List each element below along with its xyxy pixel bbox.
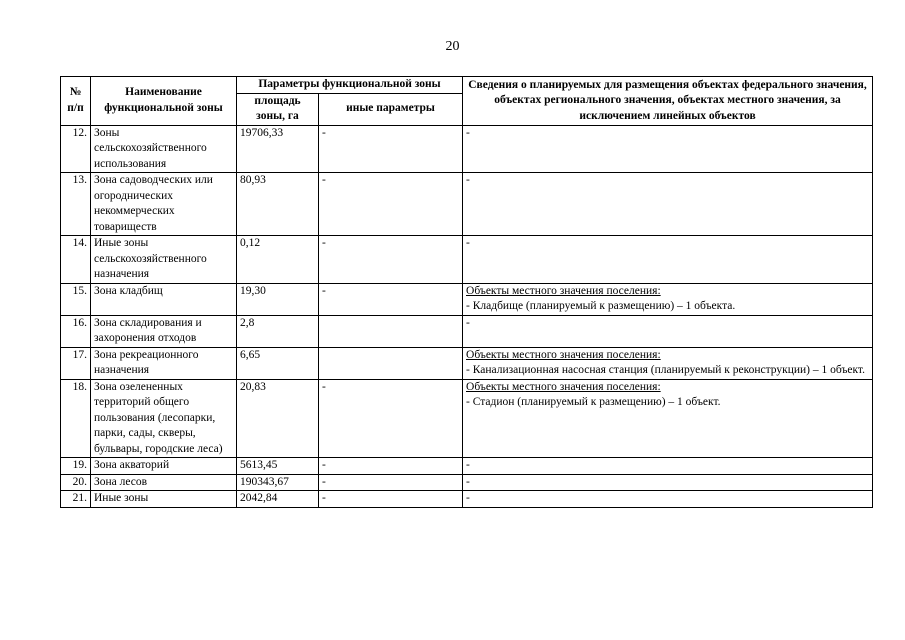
row-number: 17. bbox=[61, 347, 91, 379]
zone-other-params: - bbox=[319, 236, 463, 284]
zone-planned-objects bbox=[463, 474, 873, 491]
header-num: № п/п bbox=[61, 77, 91, 126]
zone-name: Зона садоводческих или огороднических некоммерческих товариществ bbox=[91, 173, 237, 236]
header-params: Параметры функциональной зоны bbox=[237, 77, 463, 94]
planned-object-item: - bbox=[466, 459, 470, 471]
zone-area: 80,93 bbox=[237, 173, 319, 236]
zone-area: 2,8 bbox=[237, 315, 319, 347]
table-row bbox=[61, 458, 873, 475]
zone-name: Иные зоны сельскохозяйственного назначения bbox=[91, 236, 237, 284]
table-body bbox=[61, 125, 873, 507]
table-row bbox=[61, 347, 873, 379]
zone-other-params: - bbox=[319, 458, 463, 475]
zone-name: Зона рекреационного назначения bbox=[91, 347, 237, 379]
zone-other-params: - bbox=[319, 173, 463, 236]
header-other: иные параметры bbox=[319, 93, 463, 125]
row-number: 18. bbox=[61, 379, 91, 458]
header-info: Сведения о планируемых для размещения объектах федерального значения, объектах регионального значения, объектах местного значения, за исключением линейных объектов bbox=[463, 77, 873, 126]
page-number: 20 bbox=[445, 39, 460, 54]
zone-area: 5613,45 bbox=[237, 458, 319, 475]
planned-object-item: - bbox=[466, 316, 470, 329]
zone-area: 2042,84 bbox=[237, 491, 319, 508]
row-number: 14. bbox=[61, 236, 91, 284]
row-number: 21. bbox=[61, 491, 91, 508]
table-row bbox=[61, 283, 873, 315]
zone-area: 19706,33 bbox=[237, 125, 319, 173]
zone-area: 19,30 bbox=[237, 283, 319, 315]
zone-name: Зона акваторий bbox=[91, 458, 237, 475]
zone-name: Зона озелененных территорий общего пользования (лесопарки, парки, сады, скверы, бульвары, городские леса) bbox=[91, 379, 237, 458]
planned-object-item: - bbox=[466, 492, 470, 504]
zone-other-params: - bbox=[319, 474, 463, 491]
zone-other-params: - bbox=[319, 125, 463, 173]
header-name: Наименование функциональной зоны bbox=[91, 77, 237, 126]
zone-planned-objects bbox=[463, 173, 873, 236]
zone-planned-objects bbox=[463, 315, 873, 347]
table-row bbox=[61, 173, 873, 236]
zone-planned-objects bbox=[463, 283, 873, 315]
zone-name: Зона складирования и захоронения отходов bbox=[91, 315, 237, 347]
table-row bbox=[61, 379, 873, 458]
zone-other-params bbox=[319, 347, 463, 379]
table-row bbox=[61, 474, 873, 491]
zone-planned-objects bbox=[463, 236, 873, 284]
zone-planned-objects bbox=[463, 379, 873, 458]
header-area: площадь зоны, га bbox=[237, 93, 319, 125]
zone-name: Зона кладбищ bbox=[91, 283, 237, 315]
functional-zones-table bbox=[60, 76, 873, 508]
table-header-row bbox=[61, 77, 873, 94]
row-number: 16. bbox=[61, 315, 91, 347]
zone-area: 0,12 bbox=[237, 236, 319, 284]
planned-object-item: - Кладбище (планируемый к размещению) – 1 объекта. bbox=[466, 300, 736, 312]
row-number: 13. bbox=[61, 173, 91, 236]
zone-planned-objects bbox=[463, 347, 873, 379]
planned-object-item: - bbox=[466, 174, 470, 186]
zone-area: 6,65 bbox=[237, 347, 319, 379]
zone-name: Зона лесов bbox=[91, 474, 237, 491]
planned-object-item: - Стадион (планируемый к размещению) – 1 объект. bbox=[466, 396, 721, 408]
zone-other-params: - bbox=[319, 283, 463, 315]
row-number: 15. bbox=[61, 283, 91, 315]
zone-other-params: - bbox=[319, 379, 463, 458]
zone-name: Иные зоны bbox=[91, 491, 237, 508]
table-row bbox=[61, 491, 873, 508]
table-row bbox=[61, 236, 873, 284]
row-number: 12. bbox=[61, 125, 91, 173]
planned-objects-title: Объекты местного значения поселения: bbox=[466, 284, 661, 297]
zone-planned-objects bbox=[463, 125, 873, 173]
zone-other-params bbox=[319, 315, 463, 347]
zone-planned-objects bbox=[463, 491, 873, 508]
planned-object-item: - bbox=[466, 475, 470, 488]
planned-object-item: - bbox=[466, 126, 470, 139]
zone-area: 20,83 bbox=[237, 379, 319, 458]
zone-planned-objects bbox=[463, 458, 873, 475]
row-number: 19. bbox=[61, 458, 91, 475]
row-number: 20. bbox=[61, 474, 91, 491]
table-row bbox=[61, 315, 873, 347]
planned-object-item: - bbox=[466, 237, 470, 249]
zone-area: 190343,67 bbox=[237, 474, 319, 491]
planned-objects-title: Объекты местного значения поселения: bbox=[466, 348, 661, 361]
table-row bbox=[61, 125, 873, 173]
planned-objects-title: Объекты местного значения поселения: bbox=[466, 380, 661, 393]
planned-object-item: - Канализационная насосная станция (планируемый к реконструкции) – 1 объект. bbox=[466, 364, 865, 376]
zone-name: Зоны сельскохозяйственного использования bbox=[91, 125, 237, 173]
zone-other-params: - bbox=[319, 491, 463, 508]
